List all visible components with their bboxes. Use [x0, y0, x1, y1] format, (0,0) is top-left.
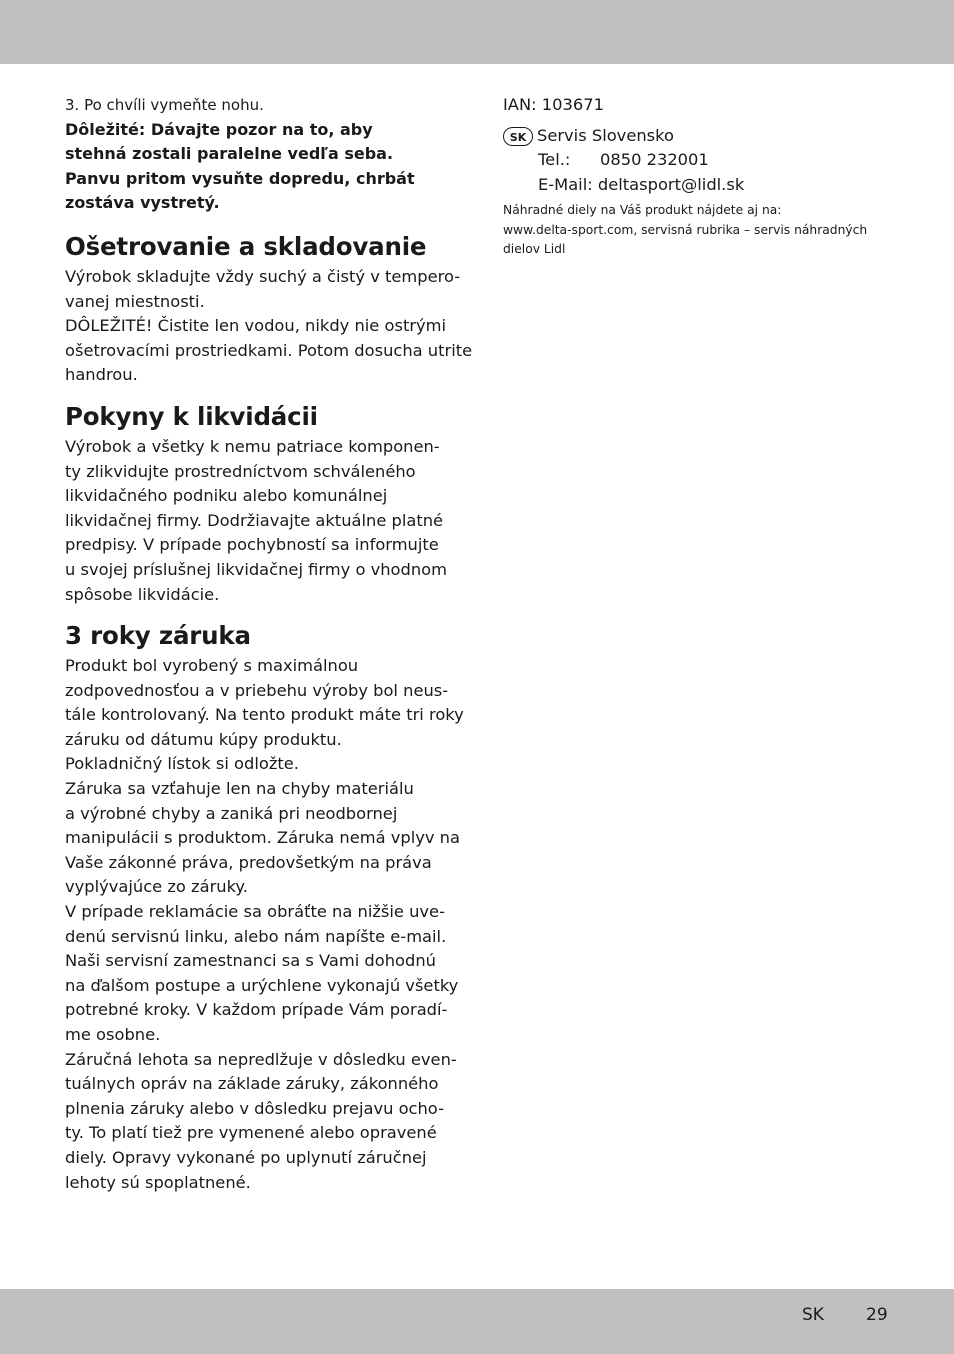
warranty-line: a výrobné chyby a zaniká pri neodbornej: [65, 803, 398, 823]
service-contact: [538, 148, 903, 197]
left-column: [65, 93, 473, 1195]
warranty-line: Produkt bol vyrobený s maximálnou: [65, 656, 359, 676]
email-line: E-Mail: deltasport@lidl.sk: [538, 174, 745, 194]
care-line: ošetrovacími prostriedkami. Potom dosucha utrite: [65, 340, 473, 360]
care-heading: Ošetrovanie a skladovanie: [65, 231, 427, 261]
care-line: handrou.: [65, 365, 138, 385]
warranty-line: záruku od dátumu kúpy produktu.: [65, 729, 342, 749]
care-line: Výrobok skladujte vždy suchý a čistý v tempero-: [65, 266, 461, 286]
disposal-line: spôsobe likvidácie.: [65, 584, 220, 604]
service-row: [503, 124, 903, 148]
warranty-line: potrebné kroky. V každom prípade Vám poradí-: [65, 1000, 448, 1020]
warranty-line: lehoty sú spoplatnené.: [65, 1172, 251, 1192]
warranty-line: ty. To platí tiež pre vymenené alebo opravené: [65, 1123, 437, 1143]
important-line: stehná zostali paralelne vedľa seba.: [65, 144, 394, 164]
warranty-line: diely. Opravy vykonané po uplynutí záručnej: [65, 1147, 427, 1167]
warranty-line: Pokladničný lístok si odložte.: [65, 754, 299, 774]
page-number: 29: [866, 1305, 888, 1325]
disposal-line: predpisy. V prípade pochybností sa informujte: [65, 535, 439, 555]
disposal-line: ty zlikvidujte prostredníctvom schváleného: [65, 461, 416, 481]
warranty-line: V prípade reklamácie sa obráťte na nižšie uve-: [65, 902, 445, 922]
warranty-line: manipulácii s produktom. Záruka nemá vplyv na: [65, 828, 460, 848]
warranty-line: na ďalšom postupe a urýchlene vykonajú všetky: [65, 975, 459, 995]
step-text: 3. Po chvíli vymeňte nohu.: [65, 96, 264, 114]
warranty-line: zodpovednosťou a v priebehu výroby bol neus-: [65, 680, 449, 700]
disposal-line: u svojej príslušnej likvidačnej firmy o vhodnom: [65, 559, 447, 579]
spare-parts-line: dielov Lidl: [503, 242, 566, 256]
warranty-line: Záručná lehota sa nepredlžuje v dôsledku even-: [65, 1049, 457, 1069]
care-line: vanej miestnosti.: [65, 291, 205, 311]
warranty-line: plnenia záruky alebo v dôsledku prejavu ocho-: [65, 1098, 444, 1118]
disposal-line: likvidačnej firmy. Dodržiavajte aktuálne platné: [65, 510, 444, 530]
care-paragraph: [65, 265, 473, 388]
important-note: [65, 118, 457, 216]
warranty-line: tále kontrolovaný. Na tento produkt máte tri roky: [65, 705, 464, 725]
spare-parts-note: [503, 201, 903, 260]
country-badge: SK: [503, 127, 533, 146]
disposal-heading: Pokyny k likvidácii: [65, 401, 318, 431]
warranty-line: vyplývajúce zo záruky.: [65, 877, 248, 897]
footer-language: SK: [802, 1305, 824, 1325]
warranty-line: Naši servisní zamestnanci sa s Vami dohodnú: [65, 951, 436, 971]
disposal-line: Výrobok a všetky k nemu patriace komponen-: [65, 436, 440, 456]
right-column: [503, 93, 903, 260]
warranty-paragraph: [65, 654, 464, 1195]
header-bar: [0, 0, 954, 64]
warranty-line: me osobne.: [65, 1025, 161, 1044]
warranty-heading: 3 roky záruka: [65, 621, 251, 651]
important-line: Dôležité: Dávajte pozor na to, aby: [65, 119, 373, 139]
warranty-line: Záruka sa vzťahuje len na chyby materiálu: [65, 779, 414, 799]
important-line: zostáva vystretý.: [65, 193, 220, 213]
ian-number: IAN: 103671: [503, 95, 604, 114]
disposal-paragraph: [65, 435, 457, 607]
disposal-line: likvidačného podniku alebo komunálnej: [65, 486, 388, 506]
warranty-line: Vaše zákonné práva, predovšetkým na práva: [65, 852, 432, 872]
important-line: Panvu pritom vysuňte dopredu, chrbát: [65, 168, 415, 188]
phone-number: 0850 232001: [600, 150, 709, 169]
warranty-line: tuálnych opráv na základe záruky, zákonného: [65, 1074, 439, 1094]
phone-label: Tel.:: [538, 150, 571, 169]
spare-parts-line: Náhradné diely na Váš produkt nájdete aj na:: [503, 203, 782, 217]
warranty-line: denú servisnú linku, alebo nám napíšte e-mail.: [65, 926, 447, 946]
service-name: Servis Slovensko: [537, 126, 674, 145]
phone-row: [538, 148, 903, 173]
spare-parts-line: www.delta-sport.com, servisná rubrika – servis náhradných: [503, 222, 868, 237]
care-line: DÔLEŽITÉ! Čistite len vodou, nikdy nie ostrými: [65, 316, 447, 336]
